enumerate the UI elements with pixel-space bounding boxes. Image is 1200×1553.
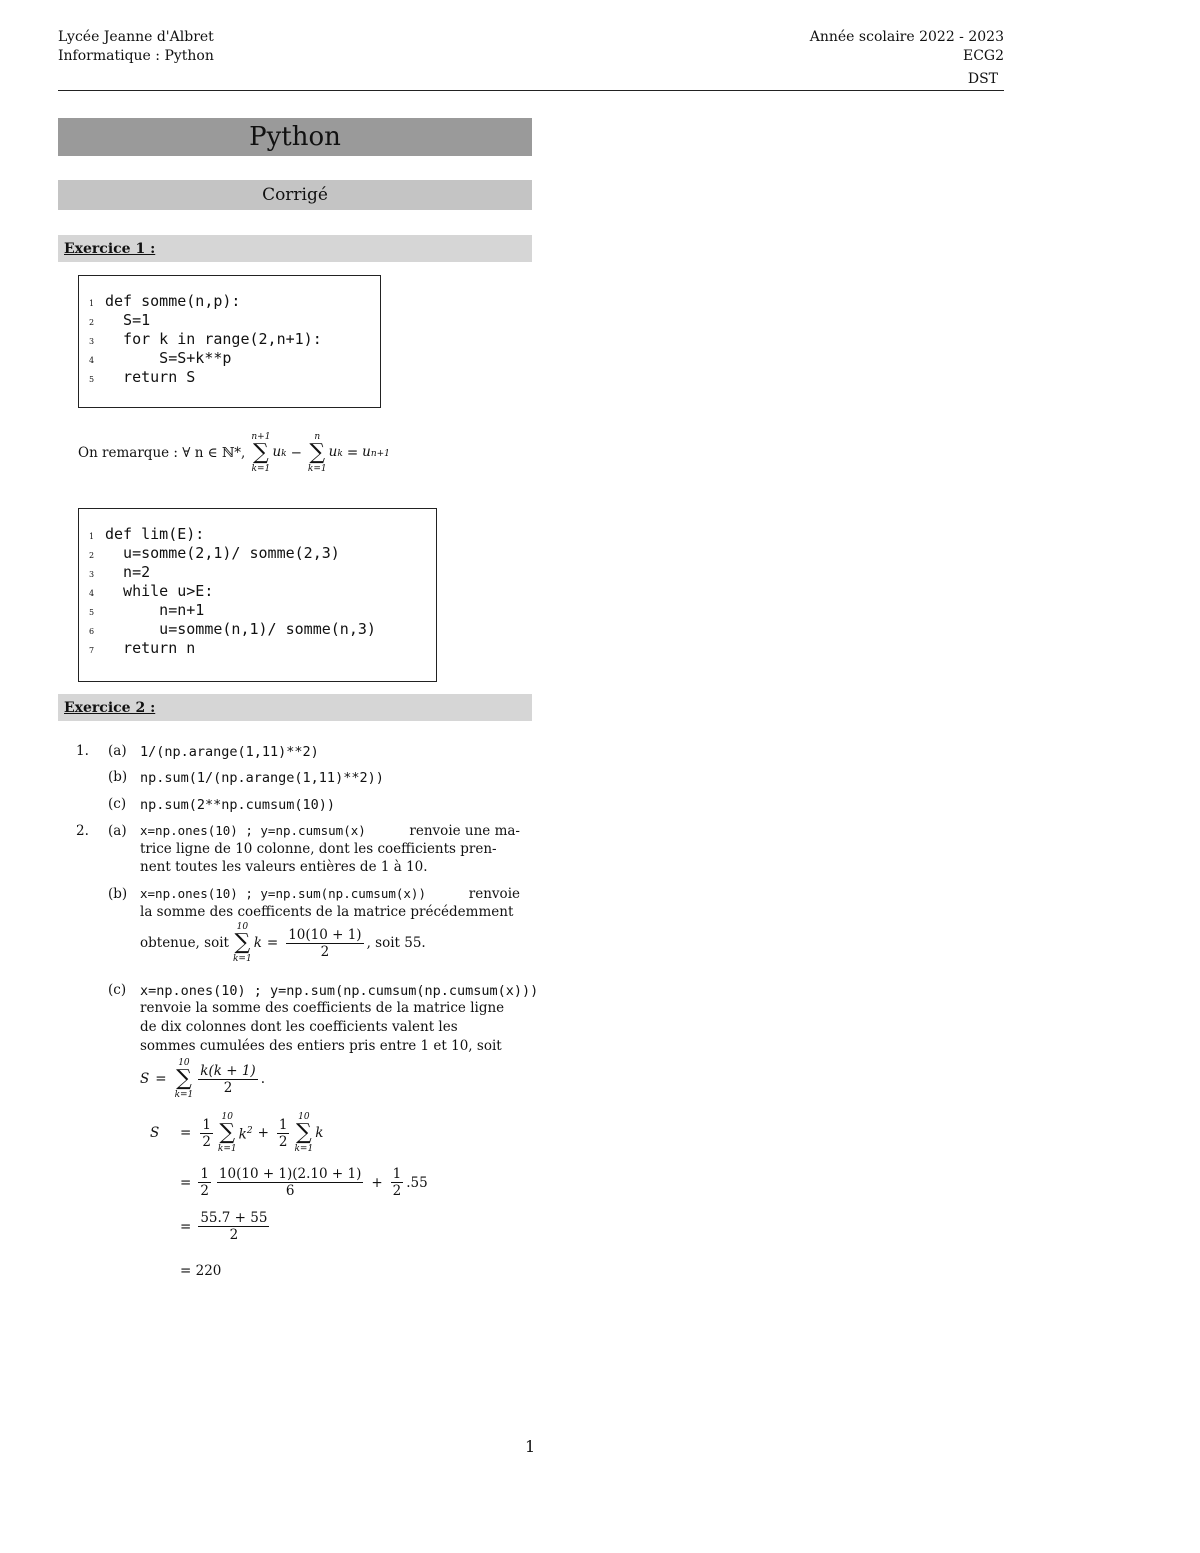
q1c-label: (c) xyxy=(108,796,127,812)
q2c-line4: sommes cumulées des entiers pris entre 1 et 10, soit xyxy=(140,1038,502,1054)
header-right xyxy=(810,28,1004,89)
q2b-formula: obtenue, soit 10 ∑ k=1 k = $\frac{10(10 + 1)}{2}$ , soit 55. xyxy=(140,922,426,964)
q2b-code: x=np.ones(10) ; y=np.sum(np.cumsum(x)) xyxy=(140,886,426,901)
q2b-line2: la somme des coefficents de la matrice précédemment xyxy=(140,904,514,920)
exercise-2-heading xyxy=(58,694,532,721)
code-line: 5 return S xyxy=(89,368,196,386)
code-line: 4 while u>E: xyxy=(89,582,214,600)
sum-symbol: n+1 ∑ k=1 xyxy=(251,432,271,474)
sum-symbol: 10 ∑ k=1 xyxy=(174,1058,194,1100)
sum-symbol: 10 ∑ k=1 xyxy=(294,1112,314,1154)
q2b-label: (b) xyxy=(108,886,128,902)
q2a-line3: nent toutes les valeurs entières de 1 à 10. xyxy=(140,859,428,875)
school-year: Année scolaire 2022 - 2023 xyxy=(809,29,1004,45)
school-name: Lycée Jeanne d'Albret xyxy=(58,29,214,45)
page-subtitle: Corrigé xyxy=(58,180,532,210)
course-subject: Informatique : Python xyxy=(58,48,214,64)
sum-symbol: 10 ∑ k=1 xyxy=(217,1112,237,1154)
code-block-lim xyxy=(78,508,437,682)
q1a-label: (a) xyxy=(108,743,127,759)
q1b-label: (b) xyxy=(108,769,128,785)
fraction: $\frac{55.7 + 55}{2}$ xyxy=(200,1210,268,1243)
class-name: ECG2 xyxy=(962,48,1004,64)
exam-type: DST xyxy=(967,71,998,87)
code-line: 3 for k in range(2,n+1): xyxy=(89,330,322,348)
q2c-line2: renvoie la somme des coefficients de la matrice ligne xyxy=(140,1000,505,1016)
remark-formula: On remarque : ∀ n ∈ ℕ*, n+1 ∑ k=1 uk − n ∑ k=1 uk = un+1 xyxy=(78,432,390,474)
q1c-code: np.sum(2**np.cumsum(10)) xyxy=(140,797,336,813)
header-left xyxy=(58,28,214,66)
exercise-1-heading xyxy=(58,235,532,262)
fraction: $\frac{10(10 + 1)}{2}$ xyxy=(288,926,362,960)
code-line: 2 u=somme(2,1)/ somme(2,3) xyxy=(89,544,340,562)
code-line: 3 n=2 xyxy=(89,563,151,581)
remark-prefix: On remarque : ∀ n ∈ ℕ*, xyxy=(78,445,246,461)
q2b-text: renvoie xyxy=(468,886,520,902)
calc-line-1: S = $\frac{1}{2}$ 10 ∑ k=1 $k^2$ + $\frac{1}{2}$ 10 ∑ k=1 k xyxy=(150,1112,324,1154)
code-line: 5 n=n+1 xyxy=(89,601,205,619)
code-line: 6 u=somme(n,1)/ somme(n,3) xyxy=(89,620,376,638)
header-rule xyxy=(58,90,1004,91)
q2a-text: renvoie une ma- xyxy=(409,823,520,839)
code-line: 7 return n xyxy=(89,639,196,657)
q1a-code: 1/(np.arange(1,11)**2) xyxy=(140,744,319,760)
page-number: 1 xyxy=(525,1437,536,1456)
q2c-formula: S = 10 ∑ k=1 $\frac{k(k + 1)}{2}$ . xyxy=(140,1058,265,1100)
fraction: $\frac{k(k + 1)}{2}$ xyxy=(200,1062,256,1096)
code-line: 1 def somme(n,p): xyxy=(89,292,241,310)
q2c-code: x=np.ones(10) ; y=np.sum(np.cumsum(np.cumsum(x))) xyxy=(140,983,539,999)
q2b-line1 xyxy=(140,885,520,903)
code-line: 1 def lim(E): xyxy=(89,525,205,543)
sum-symbol: 10 ∑ k=1 xyxy=(232,922,252,964)
code-line: 4 S=S+k**p xyxy=(89,349,232,367)
exercise-2-title: Exercice 2 : xyxy=(64,699,156,716)
calc-line-3: = $\frac{55.7 + 55}{2}$ xyxy=(180,1210,268,1243)
q2a-line2: trice ligne de 10 colonne, dont les coefficients pren- xyxy=(140,841,497,857)
calc-result: = 220 xyxy=(180,1263,222,1279)
question-2-number: 2. xyxy=(76,823,89,839)
q2a-label: (a) xyxy=(108,823,127,839)
q2a-code: x=np.ones(10) ; y=np.cumsum(x) xyxy=(140,823,366,838)
sum-symbol: n ∑ k=1 xyxy=(307,432,327,474)
q2c-line3: de dix colonnes dont les coefficients valent les xyxy=(140,1019,458,1035)
fraction: $\frac{10(10 + 1)(2.10 + 1)}{6}$ xyxy=(218,1166,362,1199)
page-title: Python xyxy=(58,118,532,156)
question-1-number: 1. xyxy=(76,743,89,759)
calc-line-2: = $\frac{1}{2}$ $\frac{10(10 + 1)(2.10 + 1)}{6}$ + $\frac{1}{2}$ .55 xyxy=(180,1166,428,1199)
q2c-label: (c) xyxy=(108,982,127,998)
q1b-code: np.sum(1/(np.arange(1,11)**2)) xyxy=(140,770,384,786)
exercise-1-title: Exercice 1 : xyxy=(64,240,156,257)
code-line: 2 S=1 xyxy=(89,311,151,329)
q2a-line1 xyxy=(140,822,520,840)
code-block-somme xyxy=(78,275,381,408)
